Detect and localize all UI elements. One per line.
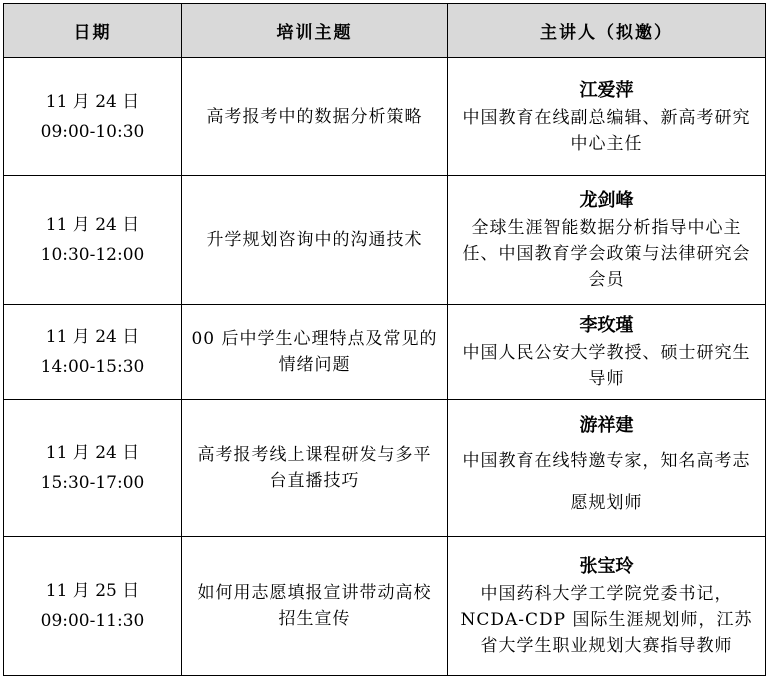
speaker-title: 中国人民公安大学教授、硕士研究生导师 (462, 343, 751, 389)
header-date: 日期 (4, 4, 182, 58)
date-cell (4, 305, 182, 400)
speaker-cell (448, 400, 766, 537)
speaker-name: 龙剑峰 (579, 190, 634, 211)
date-cell (4, 176, 182, 305)
speaker-name: 江爱萍 (579, 79, 634, 101)
speaker-title: 中国教育在线特邀专家，知名高考志愿规划师 (462, 451, 751, 513)
date-cell (4, 58, 182, 176)
topic-cell: 高考报考中的数据分析策略 (182, 58, 448, 176)
header-topic: 培训主题 (182, 4, 448, 58)
date-cell (4, 537, 182, 676)
training-schedule-table (3, 3, 766, 676)
speaker-cell (448, 305, 766, 400)
speaker-title: 中国教育在线副总编辑、新高考研究中心主任 (462, 107, 751, 154)
table-row (4, 400, 766, 537)
speaker-name: 游祥建 (579, 415, 634, 436)
date-day: 11 月 24 日 (45, 327, 140, 347)
speaker-title: 中国药科大学工学院党委书记，NCDA-CDP 国际生涯规划师，江苏省大学生职业规划大赛指导教师 (460, 584, 753, 656)
table-header-row (4, 4, 766, 58)
topic-cell: 升学规划咨询中的沟通技术 (182, 176, 448, 305)
date-time: 15:30-17:00 (40, 473, 145, 493)
speaker-name: 李玫瑾 (579, 315, 634, 336)
speaker-name: 张宝玲 (579, 556, 634, 577)
topic-cell: 高考报考线上课程研发与多平台直播技巧 (182, 400, 448, 537)
table-row (4, 58, 766, 176)
speaker-title: 全球生涯智能数据分析指导中心主任、中国教育学会政策与法律研究会会员 (462, 218, 751, 290)
speaker-cell (448, 537, 766, 676)
date-day: 11 月 24 日 (45, 443, 140, 463)
table-row (4, 305, 766, 400)
table-row (4, 176, 766, 305)
date-day: 11 月 25 日 (45, 581, 140, 601)
header-speaker: 主讲人（拟邀） (448, 4, 766, 58)
date-time: 10:30-12:00 (40, 245, 145, 265)
speaker-cell (448, 176, 766, 305)
topic-cell: 如何用志愿填报宣讲带动高校招生宣传 (182, 537, 448, 676)
date-day: 11 月 24 日 (45, 91, 140, 112)
date-cell (4, 400, 182, 537)
date-time: 14:00-15:30 (40, 357, 145, 377)
speaker-cell (448, 58, 766, 176)
table-row (4, 537, 766, 676)
date-time: 09:00-10:30 (40, 121, 145, 142)
date-time: 09:00-11:30 (40, 611, 145, 631)
date-day: 11 月 24 日 (45, 215, 140, 235)
topic-cell: 00 后中学生心理特点及常见的情绪问题 (182, 305, 448, 400)
